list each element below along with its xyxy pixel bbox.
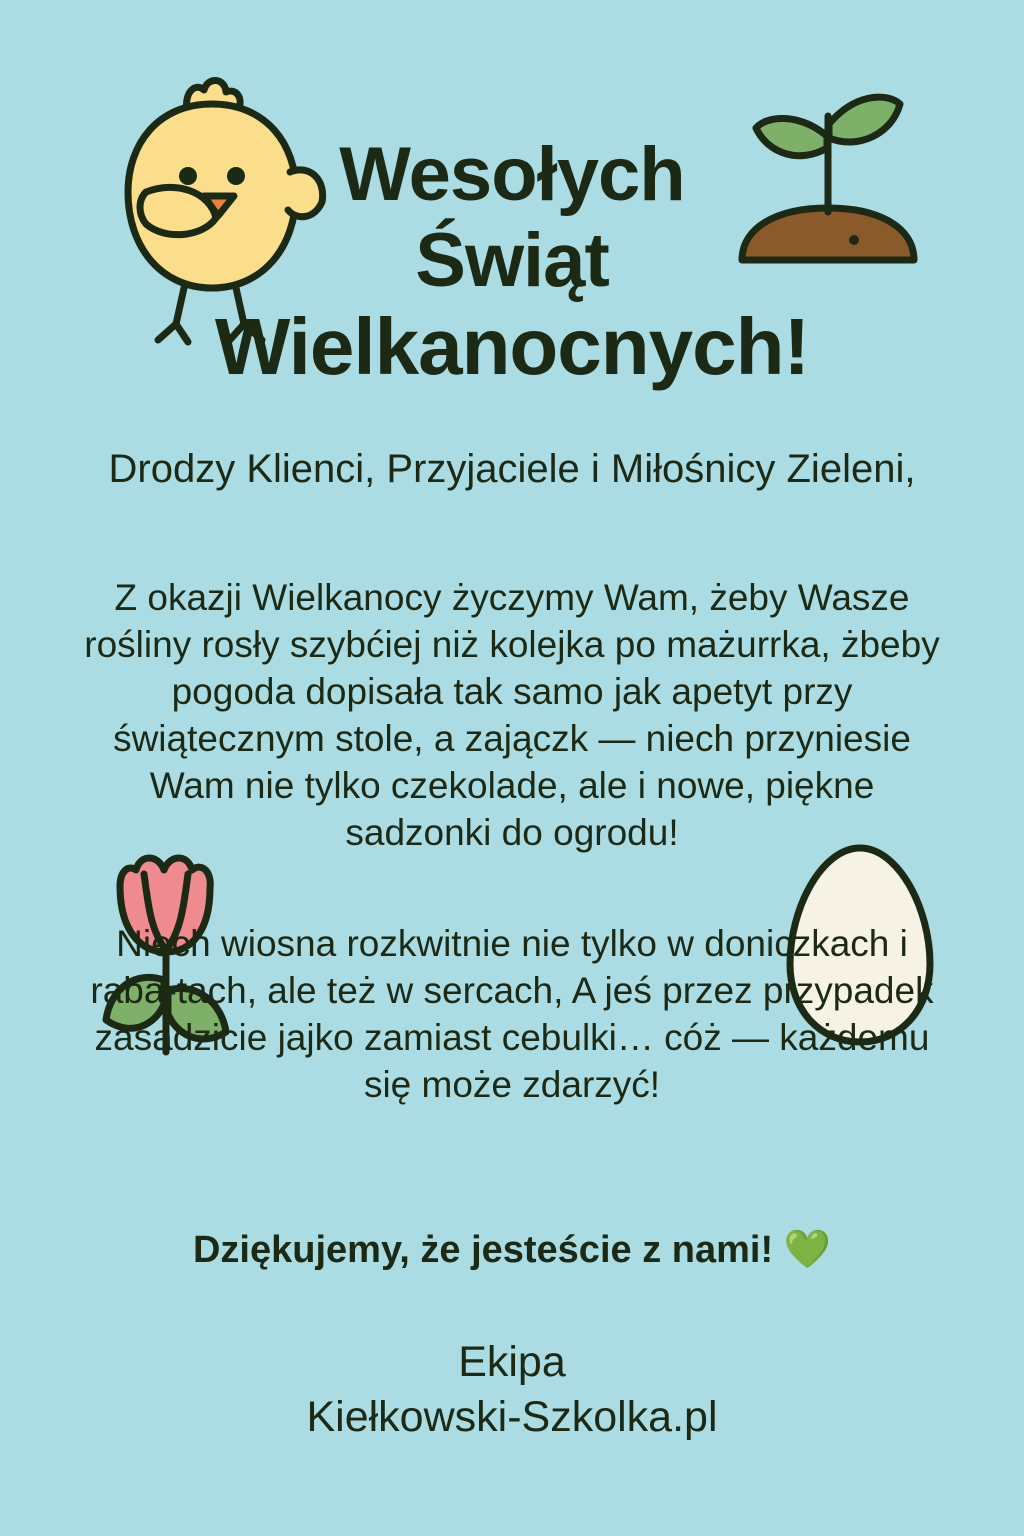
salutation-text: Drodzy Klienci, Przyjaciele i Miłośnicy Zieleni, xyxy=(108,447,916,491)
wishes-paragraph: Z okazji Wielkanocy życzymy Wam, żeby Wasze rośliny rosły szybćiej niż kolejka po mażurrka, żbeby pogoda dopisała tak samo jak apetyt przy świątecznym stole, a zajączk — niech przyniesie Wam nie tylko czekolade, ale i nowe, piękne sadzonki do ogrodu! xyxy=(84,577,940,853)
thanks-line xyxy=(0,1228,1024,1272)
green-heart-icon: 💚 xyxy=(783,1229,831,1271)
signature-line-2: Kiełkowski-Szkolka.pl xyxy=(306,1393,718,1442)
spring-paragraph: Niech wiosna rozkwitnie nie tylko w doniczkach i raba-tach, ale też w sercach, A jeś przez przypadek zasadzicie jajko zamiast cebulki… cóż — każdemu się może zdarzyć! xyxy=(90,923,934,1105)
title-line-3: Wielkanocnych! xyxy=(214,301,810,391)
title-line-1: Wesołych xyxy=(339,131,685,217)
signature-block xyxy=(0,1335,1024,1445)
page-title xyxy=(0,131,1024,391)
title-line-2: Świąt xyxy=(415,217,609,303)
signature-line-1: Ekipa xyxy=(458,1338,566,1386)
thanks-text: Dziękujemy, że jesteście z nami! xyxy=(192,1229,774,1271)
